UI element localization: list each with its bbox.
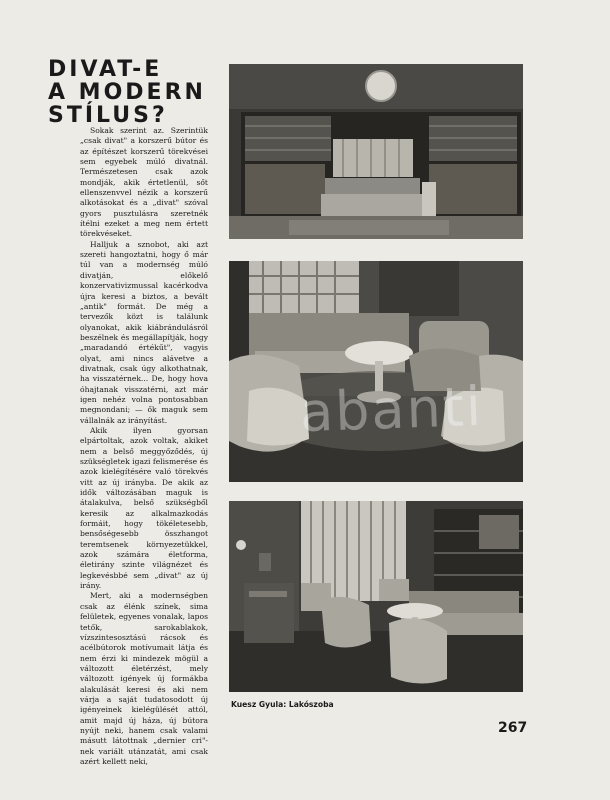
page-number: 267	[498, 720, 528, 736]
photo-lounge-armchairs-image	[229, 261, 523, 482]
title-line-1: DIVAT-E	[48, 57, 163, 82]
title-line-2: A MODERN	[48, 80, 206, 105]
photo-living-room-curtains	[229, 501, 523, 692]
title-line-3: STÍLUS?	[48, 103, 168, 128]
article-title	[48, 58, 218, 127]
photo-lounge-armchairs	[229, 261, 523, 482]
article-body	[80, 126, 208, 766]
article-paragraph-4: Mert, aki a modernségben csak az élénk színek, sima felületek, egyenes vonalak, lapos tetők, sarokablakok, vízszintesosztású rácsok és acélbútorok motívumait látja és nem érzi ki mindezek mögül a változott életérzést, mely változott igények új formákba alakulását keresi és aki nem várja a saját tudatosodott új igényeinek kielégülését attól, amit majd új háza, új bútora nyújt neki, hanem csak valami másutt látottnak „dernier cri"-nek variált utánzatát, ami csak azért kellett neki,	[80, 591, 208, 766]
article-paragraph-3: Akik ilyen gyorsan elpártoltak, azok voltak, akiket nem a belső meggyőződés, új szükségletek igazi felismerése és azok kielégítésére való törekvés vitt az új irányba. De akik az idők változásában maguk is átalakulva, belső szükségből keresik az alkalmazkodás formáit, hogy tökéletesebb, bensőségesebb összhangot teremtsenek környezetükkel, azok számára életforma, életirány szinte világnézet és legkevésbbé sem „divat" az új irány.	[80, 425, 208, 591]
article-paragraph-2: Halljuk a sznobot, aki azt szereti hangoztatni, hogy ő már túl van a modernség múló divatján, előkelő konzervativizmussal kacérkodva újra keresi a biztos, a bevált „antik" formát. De még a tervezők közt is találunk olyanokat, akik kiábrándulásról beszélnek és megállapítják, hogy „maradandó értékűt", vagyis olyat, ami nincs alávetve a divatnak, csak úgy alkothatnak, ha visszatérnek... De, hogy hova óhajtanak visszatérni, azt már igen nehéz volna pontosabban megnondani; — ők maguk sem vállalnák az irányítást.	[80, 239, 208, 425]
article-paragraph-1: Sokak szerint az. Szerintük „csak divat" a korszerű bútor és az építészet korszerű törekvései sem egyebek múló divatnál. Természetesen csak azok mondják, akik értetlenül, sőt ellenszenvvel nézik a korszerű alkotásokat és a „divat" szóval gyors pusztulásra szeretnék ítélni ezeket a meg nem értett törekvéseket.	[80, 126, 208, 239]
watermark-text: abanti	[298, 374, 484, 445]
photo-living-room-shelving-image	[229, 64, 523, 239]
photo-living-room-shelving	[229, 64, 523, 239]
photo-caption: Kuesz Gyula: Lakószoba	[231, 700, 334, 709]
photo-living-room-curtains-image	[229, 501, 523, 692]
